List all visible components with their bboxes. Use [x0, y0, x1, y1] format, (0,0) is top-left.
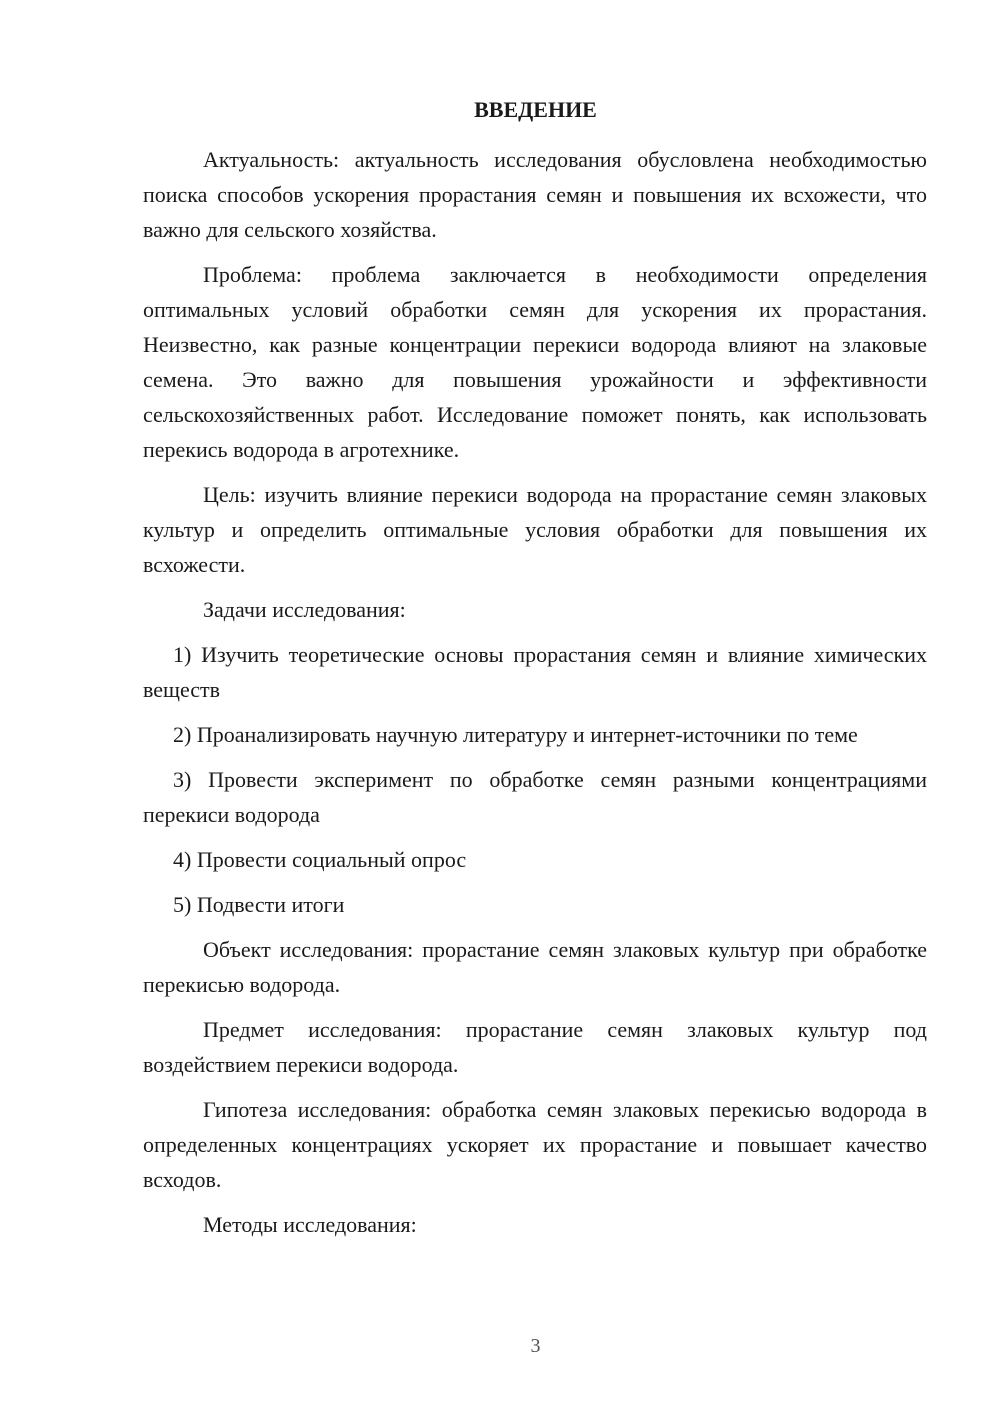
task-item-4: 4) Провести социальный опрос [173, 847, 467, 872]
task-item-5: 5) Подвести итоги [173, 892, 345, 917]
paragraph-object: Объект исследования: прорастание семян злаковых культур при обработке перекисью водорода. [143, 937, 927, 997]
document-body [143, 142, 927, 1252]
task-item-1: 1) Изучить теоретические основы прорастания семян и влияние химических веществ [143, 642, 927, 702]
page-number: 3 [530, 1335, 541, 1357]
paragraph-goal: Цель: изучить влияние перекиси водорода на прорастание семян злаковых культур и определить оптимальные условия обработки для повышения их всхожести. [143, 482, 927, 577]
section-title: ВВЕДЕНИЕ [474, 97, 597, 122]
task-item-3: 3) Провести эксперимент по обработке семян разными концентрациями перекиси водорода [143, 767, 927, 827]
paragraph-hypothesis: Гипотеза исследования: обработка семян злаковых перекисью водорода в определенных концентрациях ускоряет их прорастание и повышает качество всходов. [143, 1097, 927, 1192]
tasks-heading: Задачи исследования: [203, 597, 406, 622]
methods-heading: Методы исследования: [203, 1212, 417, 1237]
paragraph-problem: Проблема: проблема заключается в необходимости определения оптимальных условий обработки семян для ускорения их прорастания. Неизвестно, как разные концентрации перекиси водорода влияют на злаковые семена. Это важно для повышения урожайности и эффективности сельскохозяйственных работ. Исследование поможет понять, как использовать перекись водорода в агротехнике. [143, 262, 927, 462]
paragraph-relevance: Актуальность: актуальность исследования обусловлена необходимостью поиска способов ускорения прорастания семян и повышения их всхожести, что важно для сельского хозяйства. [143, 147, 927, 242]
paragraph-subject: Предмет исследования: прорастание семян злаковых культур под воздействием перекиси водорода. [143, 1017, 927, 1077]
task-item-2: 2) Проанализировать научную литературу и интернет-источники по теме [173, 722, 858, 747]
